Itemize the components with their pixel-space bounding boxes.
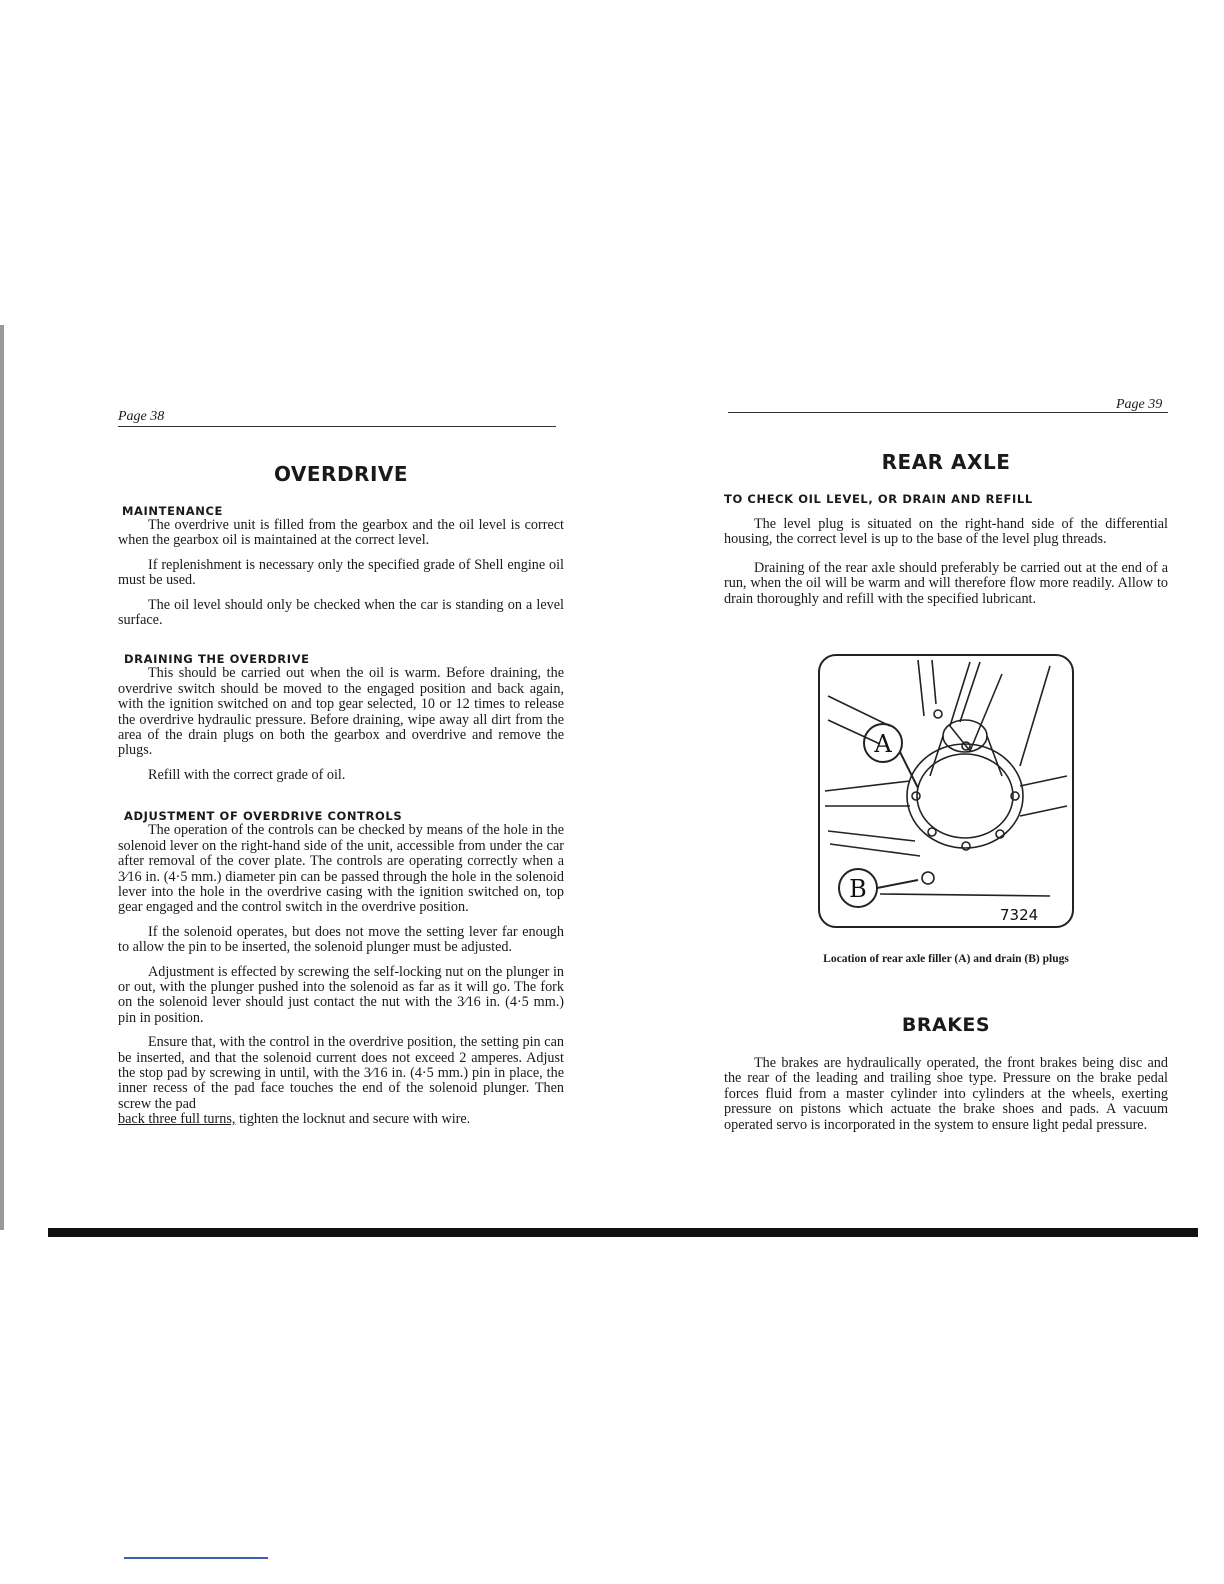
figure-number: 7324 [1000,906,1039,924]
paragraph-end-text: tighten the locknut and secure with wire. [235,1111,471,1128]
paragraph: If replenishment is necessary only the specified grade of Shell engine oil must be used. [118,556,564,589]
paragraph: Adjustment is effected by screwing the self-locking nut on the plunger in or out, with the plunger pushed into the solenoid as far as it will go. The fork on the solenoid lever should just contact the nut with the 3⁄16 in. (4·5 mm.) pin in position. [118,963,564,1026]
paragraph: If the solenoid operates, but does not move the setting lever far enough to allow the pin to be inserted, the solenoid plunger must be adjusted. [118,923,564,956]
maintenance-section [118,504,564,628]
paragraph: The level plug is situated on the right-hand side of the differential housing, the correct level is up to the base of the level plug threads. [724,516,1168,548]
scan-edge-shadow [0,325,4,1230]
right-header-rule [728,412,1168,413]
paragraph: Ensure that, with the control in the overdrive position, the setting pin can be inserted, and that the solenoid current does not exceed 2 amperes. Adjust the stop pad by screwing in until, with the 3⁄16 in. (4·5 mm.) pin in place, the inner recess of the pad face touches the end of the solenoid plunger. Then screw the pad [118,1034,564,1112]
underlined-text: back three full turns, [118,1111,236,1128]
oil-level-heading: TO CHECK OIL LEVEL, OR DRAIN AND REFILL [724,492,1033,506]
rear-axle-figure [818,654,1074,928]
left-page-number: Page 38 [118,409,165,424]
figure-caption: Location of rear axle filler (A) and drain (B) plugs [823,953,1069,965]
scan-bottom-bar [48,1228,1198,1237]
blue-mark-line [124,1557,268,1559]
figure-label-a: A [874,730,892,758]
paragraph: The brakes are hydraulically operated, the front brakes being disc and the rear of the leading and trailing shoe type. Pressure on the brake pedal forces fluid from a master cylinder into cylinders at the wheels, exerting pressure on pistons which actuate the brake shoes and pads. A vacuum operated servo is incorporated in the system to ensure light pedal pressure. [724,1055,1168,1133]
draining-section [118,652,564,783]
right-page-content [724,450,1168,607]
paragraph-continuation [118,1112,564,1127]
figure-label-b: B [849,875,867,903]
brakes-title: BRAKES [901,1014,991,1036]
paragraph: Refill with the correct grade of oil. [148,766,346,783]
right-page-number: Page 39 [1116,397,1163,412]
maintenance-heading: MAINTENANCE [122,504,223,518]
rear-axle-illustration [820,656,1072,926]
paragraph: The overdrive unit is filled from the gearbox and the oil level is correct when the gearbox oil is maintained at the correct level. [118,517,564,549]
overdrive-title: OVERDRIVE [273,462,409,486]
brakes-section [724,1014,1168,1133]
paragraph: The oil level should only be checked when the car is standing on a level surface. [118,596,564,629]
paragraph: This should be carried out when the oil is warm. Before draining, the overdrive switch should be moved to the engaged position and back again, with the ignition switched on and top gear selected, 10 or 12 times to release the overdrive hydraulic pressure. Before draining, wipe away all dirt from the area of the drain plugs on both the gearbox and overdrive and remove the plugs. [118,665,564,759]
rear-axle-title: REAR AXLE [881,450,1011,474]
left-page-content [118,462,564,1128]
adjustment-section [118,809,564,1127]
draining-heading: DRAINING THE OVERDRIVE [124,652,310,667]
adjustment-heading: ADJUSTMENT OF OVERDRIVE CONTROLS [124,809,403,824]
paragraph: The operation of the controls can be checked by means of the hole in the solenoid lever on the right-hand side of the unit, accessible from under the car after removal of the cover plate. The controls are operating correctly when a 3⁄16 in. (4·5 mm.) diameter pin can be passed through the hole in the solenoid lever into the hole in the overdrive casing with the ignition switched on, top gear engaged and the control switch in the overdrive position. [118,822,564,916]
left-header-rule [118,426,556,427]
paragraph: Draining of the rear axle should preferably be carried out at the end of a run, when the oil will be warm and will therefore flow more readily. Allow to drain thoroughly and refill with the specified lubricant. [724,559,1168,607]
